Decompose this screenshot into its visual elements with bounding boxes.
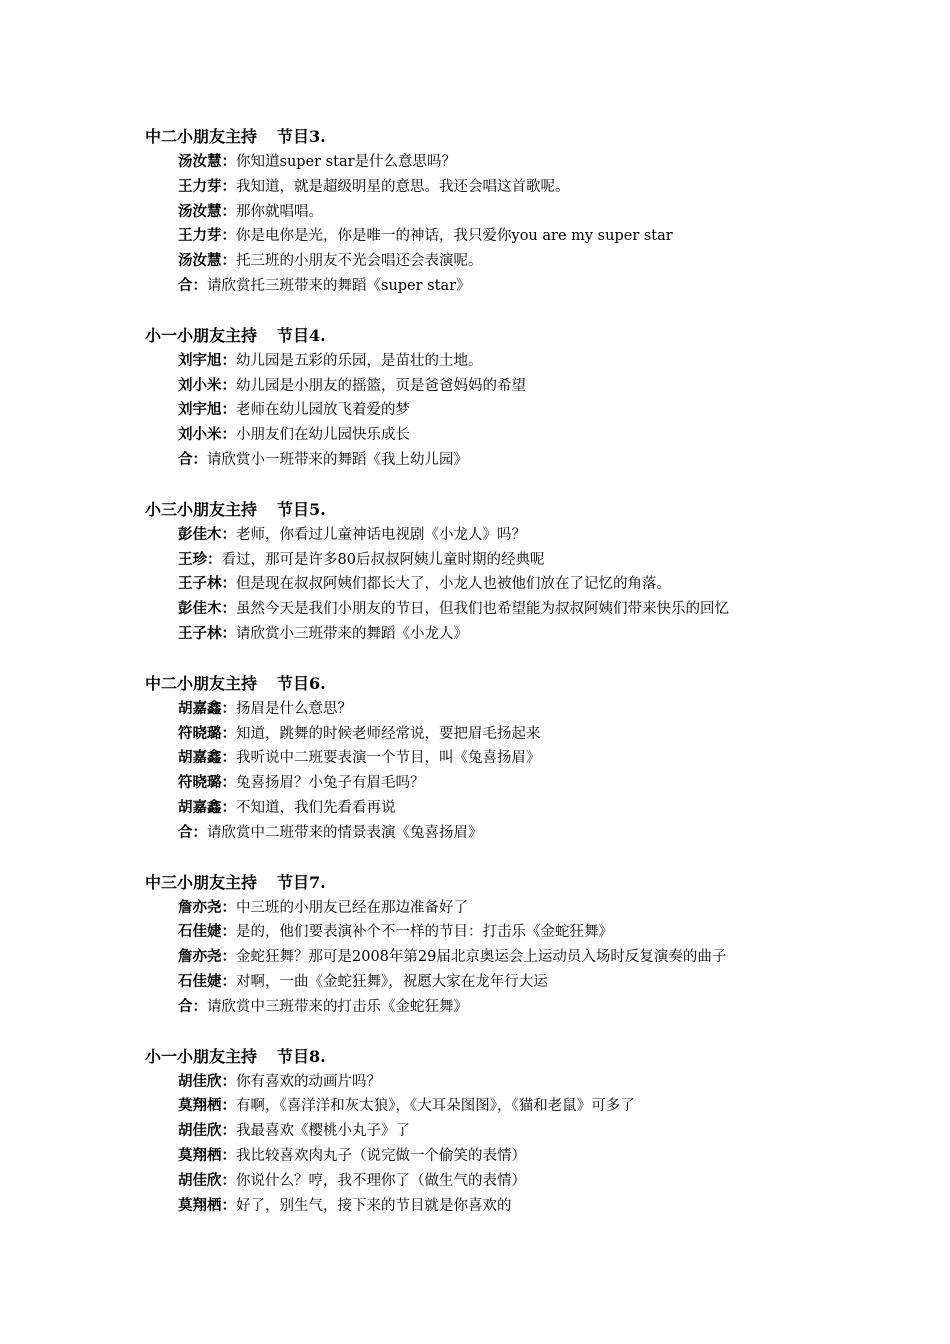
speaker-name: 王子林： [178, 575, 236, 593]
dialogue-line [145, 249, 845, 274]
speaker-name: 詹亦尧： [178, 898, 236, 916]
speaker-name: 胡佳欣： [178, 1171, 236, 1189]
dialogue-text: 小朋友们在幼儿园快乐成长 [236, 427, 410, 444]
speaker-name: 刘宇旭： [178, 401, 236, 419]
speaker-name: 合： [178, 997, 207, 1015]
dialogue-line [145, 175, 845, 200]
dialogue-line [145, 1119, 845, 1144]
speaker-name: 刘宇旭： [178, 351, 236, 369]
dialogue-line [145, 1169, 845, 1194]
dialogue-line [145, 597, 845, 622]
dialogue-text: 我比较喜欢肉丸子（说完做一个偷笑的表情） [236, 1147, 526, 1164]
program-number: 节目4. [277, 325, 326, 345]
dialogue-line [145, 821, 845, 846]
speaker-name: 汤汝慧： [178, 252, 236, 270]
dialogue-line [145, 796, 845, 821]
dialogue-text: 但是现在叔叔阿姨们都长大了，小龙人也被他们放在了记忆的角落。 [236, 576, 671, 593]
dialogue-line [145, 771, 845, 796]
program-section [145, 124, 845, 299]
program-number: 节目5. [277, 499, 326, 519]
speaker-name: 胡嘉鑫： [178, 798, 236, 816]
dialogue-line [145, 622, 845, 647]
dialogue-text: 请欣赏中二班带来的情景表演《兔喜扬眉》 [207, 824, 483, 841]
speaker-name: 彭佳木： [178, 525, 236, 543]
dialogue-text: 请欣赏小三班带来的舞蹈《小龙人》 [236, 625, 468, 642]
program-section [145, 323, 845, 473]
dialogue-line [145, 548, 845, 573]
dialogue-line [145, 200, 845, 225]
program-section [145, 497, 845, 647]
section-heading [145, 497, 845, 523]
dialogue-line [145, 349, 845, 374]
dialogue-line [145, 150, 845, 175]
dialogue-line [145, 274, 845, 299]
dialogue-text: 我听说中二班要表演一个节目，叫《兔喜扬眉》 [236, 750, 541, 767]
dialogue-text: 虽然今天是我们小朋友的节日，但我们也希望能为叔叔阿姨们带来快乐的回忆 [236, 601, 729, 618]
dialogue-line [145, 1194, 845, 1219]
speaker-name: 刘小米： [178, 376, 236, 394]
dialogue-line [145, 995, 845, 1020]
speaker-name: 莫翔栖： [178, 1196, 236, 1214]
dialogue-text: 老师在幼儿园放飞着爱的梦 [236, 402, 410, 419]
dialogue-text: 幼儿园是小朋友的摇篮，页是爸爸妈妈的希望 [236, 377, 526, 394]
speaker-name: 胡佳欣： [178, 1072, 236, 1090]
dialogue-line [145, 896, 845, 921]
program-number: 节目6. [277, 673, 326, 693]
speaker-name: 王珍： [178, 550, 222, 568]
speaker-name: 汤汝慧： [178, 202, 236, 220]
dialogue-text: 请欣赏中三班带来的打击乐《金蛇狂舞》 [207, 998, 468, 1015]
speaker-name: 莫翔栖： [178, 1146, 236, 1164]
speaker-name: 石佳婕： [178, 923, 236, 941]
speaker-name: 詹亦尧： [178, 948, 236, 966]
speaker-name: 王力芽： [178, 177, 236, 195]
host-label: 中二小朋友主持 [145, 673, 258, 693]
speaker-name: 王力芽： [178, 227, 236, 245]
speaker-name: 符晓璐： [178, 774, 236, 792]
dialogue-line [145, 920, 845, 945]
dialogue-line [145, 448, 845, 473]
dialogue-text: 对啊，一曲《金蛇狂舞》，祝愿大家在龙年行大运 [236, 973, 548, 990]
dialogue-text: 你知道super star是什么意思吗？ [236, 154, 457, 170]
speaker-name: 胡嘉鑫： [178, 699, 236, 717]
speaker-name: 彭佳木： [178, 600, 236, 618]
dialogue-text: 那你就唱唱。 [236, 203, 323, 220]
section-heading [145, 870, 845, 896]
dialogue-line [145, 697, 845, 722]
section-heading [145, 1044, 845, 1070]
dialogue-text: 有啊，《喜洋洋和灰太狼》，《大耳朵图图》，《猫和老鼠》可多了 [236, 1098, 635, 1115]
section-heading [145, 124, 845, 150]
dialogue-text: 知道，跳舞的时候老师经常说，要把眉毛扬起来 [236, 725, 541, 742]
dialogue-line [145, 374, 845, 399]
program-section [145, 1044, 845, 1219]
dialogue-line [145, 1144, 845, 1169]
program-number: 节目3. [277, 127, 326, 146]
dialogue-line [145, 572, 845, 597]
dialogue-text: 你说什么？哼，我不理你了（做生气的表情） [236, 1172, 526, 1189]
dialogue-line [145, 423, 845, 448]
dialogue-line [145, 1070, 845, 1095]
dialogue-line [145, 224, 845, 249]
speaker-name: 胡嘉鑫： [178, 749, 236, 767]
host-label: 小一小朋友主持 [145, 1046, 258, 1066]
dialogue-text: 托三班的小朋友不光会唱还会表演呢。 [236, 253, 483, 270]
dialogue-text: 请欣赏小一班带来的舞蹈《我上幼儿园》 [207, 451, 468, 468]
dialogue-text: 好了，别生气，接下来的节目就是你喜欢的 [236, 1197, 512, 1214]
dialogue-line [145, 523, 845, 548]
dialogue-line [145, 746, 845, 771]
dialogue-text: 扬眉是什么意思？ [236, 700, 352, 717]
host-label: 小一小朋友主持 [145, 325, 258, 345]
host-label: 中三小朋友主持 [145, 872, 258, 892]
dialogue-text: 是的，他们要表演补个不一样的节目：打击乐《金蛇狂舞》 [236, 924, 613, 941]
dialogue-line [145, 398, 845, 423]
dialogue-text: 老师，你看过儿童神话电视剧《小龙人》吗？ [236, 526, 526, 543]
program-section [145, 870, 845, 1020]
speaker-name: 合： [178, 450, 207, 468]
dialogue-text: 你有喜欢的动画片吗？ [236, 1073, 381, 1090]
program-number: 节目8. [277, 1046, 326, 1066]
dialogue-text: 幼儿园是五彩的乐园，是苗壮的土地。 [236, 352, 483, 369]
host-label: 小三小朋友主持 [145, 499, 258, 519]
program-number: 节目7. [277, 872, 326, 892]
dialogue-text: 我知道，就是超级明星的意思。我还会唱这首歌呢。 [236, 178, 570, 195]
dialogue-text: 中三班的小朋友已经在那边准备好了 [236, 899, 468, 916]
speaker-name: 汤汝慧： [178, 153, 236, 170]
speaker-name: 莫翔栖： [178, 1097, 236, 1115]
speaker-name: 王子林： [178, 624, 236, 642]
dialogue-text: 金蛇狂舞？那可是2008年第29届北京奥运会上运动员入场时反复演奏的曲子 [236, 949, 727, 966]
dialogue-line [145, 970, 845, 995]
dialogue-line [145, 945, 845, 970]
host-label: 中二小朋友主持 [145, 127, 258, 146]
dialogue-text: 兔喜扬眉？小兔子有眉毛吗？ [236, 775, 425, 792]
document-page [145, 124, 845, 1242]
speaker-name: 石佳婕： [178, 972, 236, 990]
dialogue-text: 你是电你是光，你是唯一的神话，我只爱你you are my super star [236, 228, 673, 245]
dialogue-line [145, 722, 845, 747]
dialogue-line [145, 1094, 845, 1119]
speaker-name: 刘小米： [178, 426, 236, 444]
section-heading [145, 323, 845, 349]
speaker-name: 符晓璐： [178, 724, 236, 742]
section-heading [145, 671, 845, 697]
speaker-name: 合： [178, 823, 207, 841]
program-section [145, 671, 845, 846]
dialogue-text: 我最喜欢《樱桃小丸子》了 [236, 1123, 410, 1140]
dialogue-text: 看过，那可是许多80后叔叔阿姨儿童时期的经典呢 [221, 551, 545, 568]
dialogue-text: 不知道，我们先看看再说 [236, 799, 396, 816]
speaker-name: 合： [178, 276, 207, 294]
speaker-name: 胡佳欣： [178, 1122, 236, 1140]
dialogue-text: 请欣赏托三班带来的舞蹈《super star》 [207, 277, 471, 294]
